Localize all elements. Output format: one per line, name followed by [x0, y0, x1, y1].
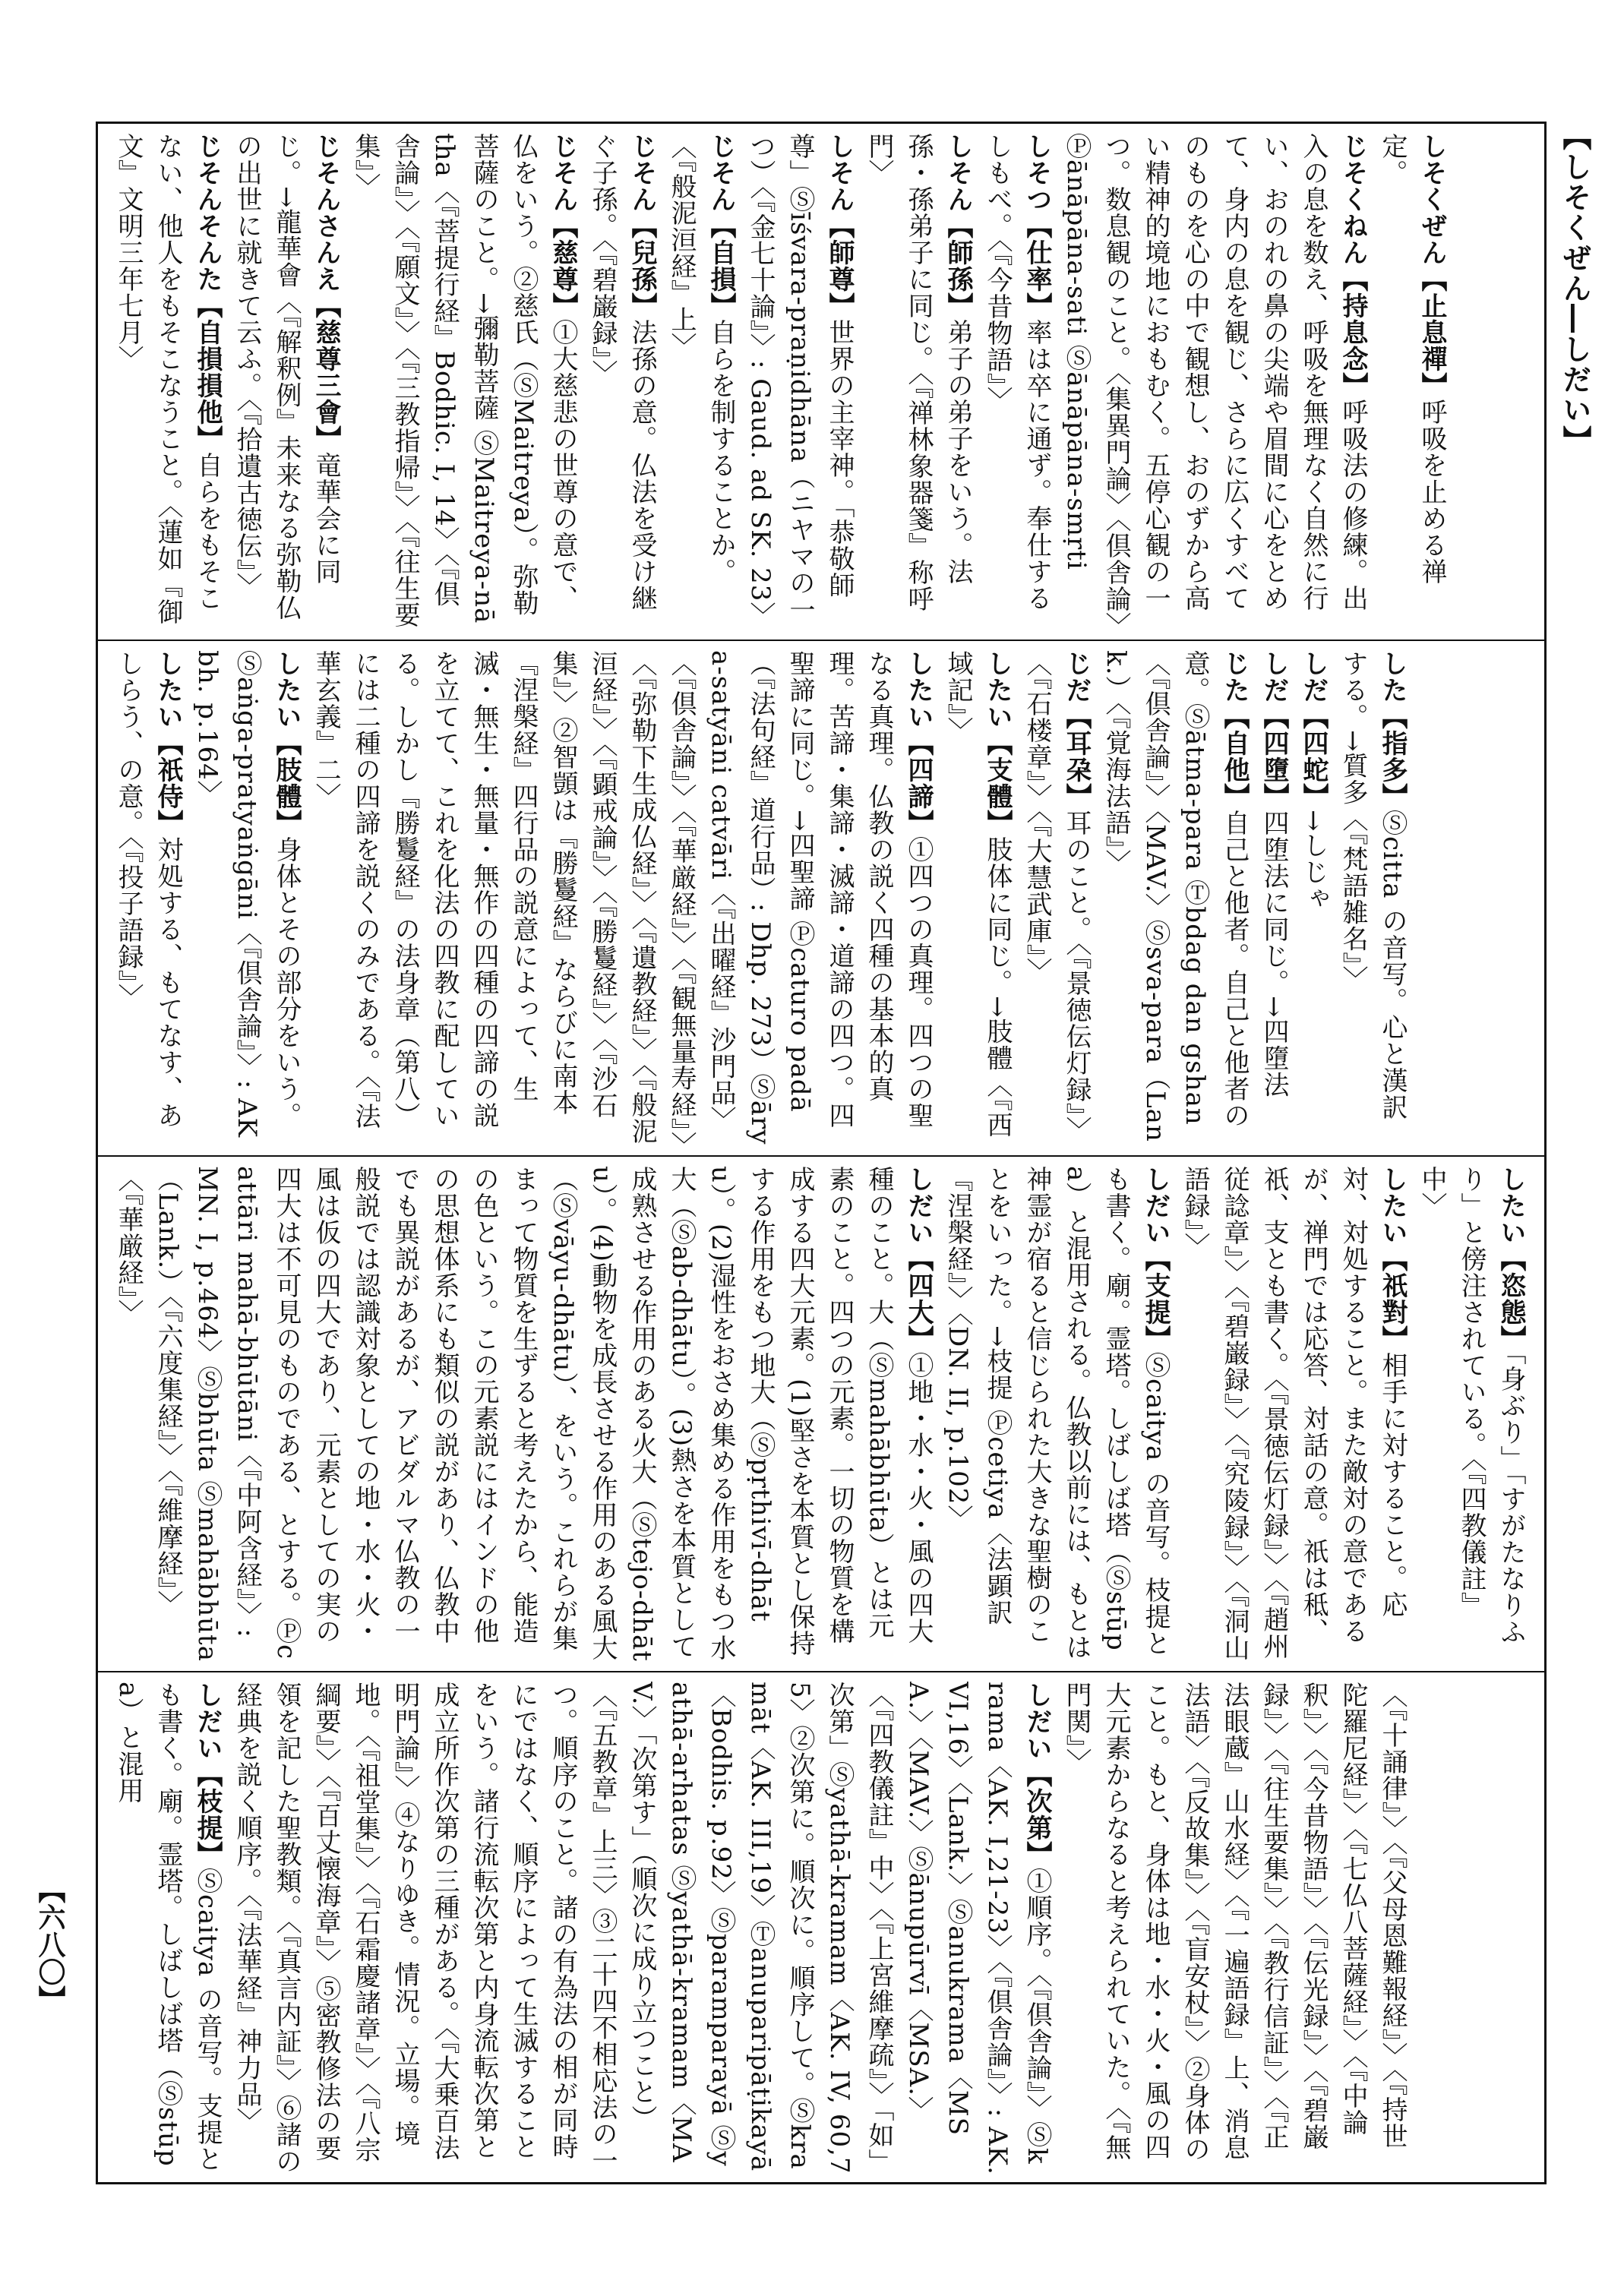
- entry-definition: 耳のこと。〈『景徳伝灯録』〉〈『石楼章』〉〈『大慧武庫』〉: [1022, 650, 1092, 1143]
- entry-headword: しだい【次第】: [1022, 1682, 1052, 1868]
- tier-4: [98, 1671, 1544, 2184]
- tier-text: [109, 133, 1452, 630]
- dictionary-entry: [113, 133, 223, 625]
- dictionary-entry: [1101, 650, 1250, 1142]
- tier-text: [109, 650, 1412, 1146]
- entry-headword: した【指多】: [1377, 650, 1408, 810]
- entry-headword: しだい【支提】: [1140, 1166, 1171, 1352]
- dictionary-entry: [1180, 1166, 1408, 1661]
- entry-definition: Ⓢcaitya の音写。枝提とも書く。廟。霊塔。しばしば塔（Ⓢstūpa）と混用される。仏教以前には、もとは神霊が宿ると信じられた大きな聖樹のことをいった。→枝提 Ⓟcetiya〈法顕訳『涅槃経』〉〈DN. II, p.102〉: [943, 1166, 1171, 1661]
- dictionary-entry: [113, 650, 183, 1129]
- dictionary-entry: [943, 1166, 1171, 1660]
- dictionary-entry: [1061, 133, 1368, 626]
- entry-definition: ①地・水・火・風の四大種のこと。大（Ⓢmahābhūta）とは元素のこと。四つの元素。一切の物質を構成する四大元素。(1)堅さを本質とし保持する作用をもつ地大（Ⓢpṛthivī-dhātu）。(2)湿性をおさめ集める作用をもつ水大（Ⓢab-dhātu）。(3)熱さを本質として成熟させる作用のある火大（Ⓢtejo-dhātu）。(4)動物を成長させる作用のある風大（Ⓢvāyu-dhātu）、をいう。これらが集まって物質を生ずると考えたから、能造の色という。この元素説にはインドの他の思想体系にも類似の説があり、仏教中でも異説があるが、アビダルマ仏教の一般説では認識対象としての地・水・火・風は仮の四大であり、元素としての実の四大は不可見のものである、とする。Ⓟcattāri mahā-bhūtāni〈『中阿含経』〉: MN. I, p.464〉Ⓢbhūta Ⓢmahābhūta（Lank.）〈『六度集経』〉〈『維摩経』〉〈『華厳経』〉: [113, 1166, 934, 1662]
- entry-definition: 自らを制することか。〈『般泥洹経』上〉: [666, 133, 736, 585]
- tier-text: [109, 1682, 1412, 2175]
- entry-definition: 自らをもそこない、他人をもそこなうこと。〈蓮如『御文』文明三年七月〉: [113, 133, 223, 625]
- entry-definition: 呼吸を止める禅定。: [1377, 133, 1447, 585]
- entry-definition: 対処する、もてなす、あしらう、の意。〈『投子語録』〉: [113, 650, 183, 1129]
- dictionary-entry: [1338, 650, 1408, 1120]
- tier-text: [109, 1166, 1531, 1662]
- entry-headword: じた【自他】: [1219, 650, 1250, 810]
- entry-headword: じそんそんた【自損損他】: [192, 133, 223, 452]
- entry-headword: じそん【兒孫】: [627, 133, 657, 319]
- entry-definition: 身体とその部分をいう。Ⓢaṅga-pratyaṅgāni〈『倶舎論』〉: AKbh. p.164〉: [192, 650, 302, 1139]
- entry-definition: 肢体に同じ。→肢體〈『西域記』〉: [943, 650, 1013, 1139]
- entry-headword: したい【祇對】: [1377, 1166, 1408, 1352]
- entry-definition: →しじゃ: [1298, 810, 1329, 912]
- dictionary-entry: [1061, 1682, 1408, 2162]
- entry-definition: ①順序。〈『倶舎論』〉Ⓢkrama〈AK. I,21-23〉〈『倶舎論』〉: AK. VI,16〉〈Lank.〉Ⓢanukrama〈MSA.〉〈MAV.〉Ⓢānupūrvī〈MSA.〉〈『四教儀註』中〉〈『上宮維摩疏』〉「如」次第」Ⓢyathā-kramam〈AK. IV, 60,75〉②次第に。順次に。順序して。Ⓢkramāt〈AK. III,19〉Ⓣanuparipāṭikayā〈Bodhis. p.92〉Ⓢparamparayā Ⓢyathā-arhatas Ⓢyathā-kramam〈MAV.〉「次第す」（順次に成り立つこと）〈『五教章』上三〉③二十四不相応法の一つ。順序のこと。諸の有為法の相が同時にではなく、順序によって生滅することをいう。諸行流転次第と内身流転次第と成立所作次第の三種がある。〈『大乗百法明門論』〉④なりゆき。情況。立場。境地。〈『祖堂集』〉〈『石霜慶諸章』〉〈『八宗綱要』〉〈『百丈懐海章』〉⑤密教修法の要領を記した聖教類。〈『真言内証』〉⑥諸の経典を説く順序。〈『法華経』神力品〉: [232, 1682, 1052, 2175]
- entry-definition: 率は卒に通ず。奉仕するしもべ。〈『今昔物語』〉: [982, 133, 1052, 611]
- entry-definition: 相手に対すること。応対、対処すること。また敵対の意であるが、禅門では応答、対話の意。祇は秪、祇、支とも書く。〈『景徳伝灯録』〉〈『趙州従諗章』〉〈『碧巌録』〉〈『究陵録』〉〈『洞山語録』〉: [1180, 1166, 1408, 1661]
- entry-definition: 世界の主宰神。「恭敬師尊」Ⓢīśvara-praṇidhāna（ニヤマの一つ）〈『金七十論』〉: Gaud. ad SK. 23〉: [745, 133, 855, 629]
- entry-definition: 自己と他者。自己と他者の意。Ⓢātma-para Ⓣbdag dan gshan〈『倶舎論』〉〈MAV.〉Ⓢsva-para（Lank.）〈『覚海法語』〉: [1101, 650, 1250, 1142]
- entry-definition: Ⓢcitta の音写。心と漢訳する。→質多〈『梵語雑名』〉: [1338, 650, 1408, 1121]
- entry-headword: したい【恣態】: [1496, 1166, 1526, 1352]
- dictionary-entry: [192, 650, 302, 1138]
- entry-definition: 弟子の弟子をいう。法孫・孫弟子に同じ。〈『禅林象器箋』称呼門〉: [864, 133, 973, 612]
- entry-definition: ①大慈悲の世尊の意で、仏をいう。②慈氏（ⓈMaitreya）。弥勒菩薩のこと。→彌勒菩薩 ⓈMaitreya-nātha〈『菩提行経』Bodhic. I, 14〉〈『倶舎論』〉〈『願文』〉〈『三教指帰』〉〈『往生要集』〉: [350, 133, 578, 628]
- entry-headword: じだ【耳朶】: [1061, 650, 1092, 810]
- entry-headword: したい【四諦】: [903, 650, 934, 836]
- dictionary-entry: [943, 650, 1013, 1139]
- entry-definition: Ⓢcaitya の音写。支提とも書く。廟。霊塔。しばしば塔（Ⓢstūpa）と混用: [113, 1682, 223, 2173]
- tier-3: [98, 1155, 1544, 1671]
- entry-headword: じそん【自損】: [706, 133, 736, 319]
- dictionary-entry: [1259, 650, 1289, 1098]
- dictionary-entry: [982, 133, 1052, 611]
- entry-headword: じそんさんえ【慈尊三會】: [311, 133, 341, 452]
- entry-headword: しだい【枝提】: [192, 1682, 223, 1868]
- dictionary-entry: [232, 133, 341, 621]
- dictionary-entry: [1022, 650, 1092, 1143]
- dictionary-entry: [1417, 1166, 1526, 1645]
- entry-headword: しそん【師尊】: [824, 133, 855, 319]
- entry-definition: 法孫の意。仏法を受け継ぐ子孫。〈『碧巌録』〉: [587, 133, 657, 611]
- entry-headword: じそん【慈尊】: [548, 133, 578, 319]
- entry-definition: 四堕法に同じ。→四墮法: [1259, 810, 1289, 1098]
- tier-1: [98, 124, 1544, 640]
- dictionary-entry: [311, 650, 934, 1145]
- entry-definition: ①四つの真理。四つの聖なる真理。仏教の説く四種の基本的真理。苦諦・集諦・滅諦・道諦の四つ。四聖諦に同じ。→四聖諦 Ⓟcaturo padā（『法句経』道行品）: Dhp. 273）Ⓢārya-satyāni catvāri〈『出曜経』沙門品〉〈『倶舎論』〉〈『華厳経』〉〈『観無量寿経』〉〈『弥勒下生成仏経』〉〈『遺教経』〉〈『般泥洹経』〉〈『顕戒論』〉〈『勝鬘経』〉〈『沙石集』〉②智顗は『勝鬘経』ならびに南本『涅槃経』四行品の説意によって、生滅・無生・無量・無作の四種の四諦の説を立てて、これを化法の四教に配している。しかし『勝鬘経』の法身章（第八）には二種の四諦を説くのみである。〈『法華玄義』二〉: [311, 650, 934, 1145]
- dictionary-page: [96, 122, 1547, 2184]
- entry-headword: しそつ【仕率】: [1022, 133, 1052, 319]
- page-number: 【六八〇】: [34, 1876, 65, 2013]
- dictionary-entry: [745, 133, 855, 628]
- dictionary-entry: [1298, 650, 1329, 912]
- dictionary-entry: [113, 1166, 934, 1662]
- tier-2: [98, 640, 1544, 1155]
- entry-headword: したい【肢體】: [271, 650, 302, 836]
- dictionary-entry: [1377, 133, 1447, 585]
- entry-headword: じそくねん【持息念】: [1338, 133, 1368, 399]
- dictionary-entry: [864, 133, 973, 612]
- entry-headword: しだい【四大】: [903, 1166, 934, 1352]
- running-head: 【しそくぜん―しだい】: [1558, 122, 1591, 456]
- entry-headword: したい【祇侍】: [153, 650, 183, 836]
- entry-definition: 「身ぶり」「すがたなりふり」と傍注されている。〈『四教儀註』中〉: [1417, 1166, 1526, 1645]
- entry-definition: 竜華会に同じ。→龍華會〈『解釈例』未来なる弥勒仏の出世に就きて云ふ。〈『拾遺古徳伝』〉: [232, 133, 341, 621]
- dictionary-entry: [350, 133, 578, 628]
- entry-headword: しそん【師孫】: [943, 133, 973, 319]
- dictionary-entry: [587, 133, 657, 611]
- entry-headword: しそくぜん【止息禪】: [1417, 133, 1447, 399]
- dictionary-entry: [666, 133, 736, 585]
- entry-definition: 〈『十誦律』〉〈『父母恩難報経』〉〈『持世陀羅尼経』〉〈『七仏八菩薩経』〉〈『中論釈』〉〈『今昔物語』〉〈『伝光録』〉〈『碧巌録』〉〈『往生要集』〉〈『教行信証』〉〈『正法眼蔵』山水経〉〈『一遍語録』上、消息法語〉〈『反故集』〉〈『盲安杖』〉②身体のこと。もと、身体は地・水・火・風の四大元素からなると考えられていた。〈『無門関』〉: [1061, 1682, 1408, 2162]
- entry-headword: したい【支體】: [982, 650, 1013, 836]
- entry-headword: しだ【四蛇】: [1298, 650, 1329, 810]
- dictionary-entry: [232, 1682, 1052, 2175]
- dictionary-entry: [113, 1682, 223, 2172]
- entry-definition: 呼吸法の修練。出入の息を数え、呼吸を無理なく自然に行い、おのれの鼻の尖端や眉間に心をとめて、身内の息を観じ、さらに広くすべてのものを心の中で観想し、おのずから高い精神的境地におもむく。五停心観の一つ。数息観のこと。〈集異門論〉〈倶舎論〉Ⓟānāpāna-sati Ⓢānāpāna-smṛti: [1061, 133, 1368, 626]
- entry-headword: しだ【四墮】: [1259, 650, 1289, 810]
